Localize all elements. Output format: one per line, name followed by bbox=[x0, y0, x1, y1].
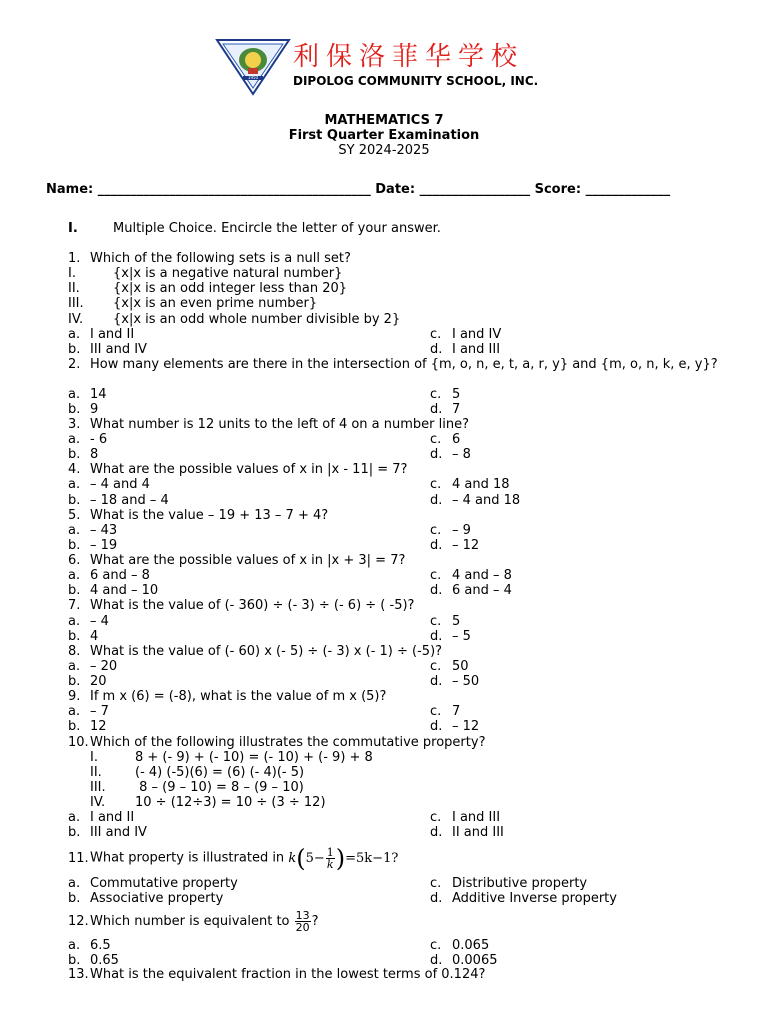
choice-a[interactable]: a. I and II bbox=[68, 810, 135, 825]
choice-c[interactable]: c. 4 and 18 bbox=[430, 477, 510, 492]
choice-a[interactable]: a. – 43 bbox=[68, 523, 118, 538]
roman-item: IV. {x|x is an odd whole number divisible by 2} bbox=[68, 312, 401, 327]
choice-c[interactable]: c. 0.065 bbox=[430, 938, 490, 953]
choice-b[interactable]: b. 8 bbox=[68, 447, 99, 462]
choice-a[interactable]: a. – 4 bbox=[68, 614, 109, 629]
question-text: Which number is equivalent to bbox=[90, 914, 290, 929]
question-text: If m x (6) = (-8), what is the value of m x (5)? bbox=[90, 689, 387, 704]
choice-c[interactable]: c. 7 bbox=[430, 704, 461, 719]
question-text: What are the possible values of x in |x + 3| = 7? bbox=[90, 553, 406, 568]
fraction: $\frac{13}{20}$ bbox=[295, 909, 310, 934]
choice-b[interactable]: b. 0.65 bbox=[68, 953, 119, 968]
question-4 bbox=[68, 462, 407, 477]
choice-c[interactable]: c. 6 bbox=[430, 432, 461, 447]
question-text: What number is 12 units to the left of 4 on a number line? bbox=[90, 417, 469, 432]
question-number: 6. bbox=[68, 553, 81, 568]
question-number: 3. bbox=[68, 417, 81, 432]
school-header bbox=[215, 38, 545, 98]
question-text: What is the value – 19 + 13 – 7 + 4? bbox=[90, 508, 329, 523]
question-1 bbox=[68, 251, 351, 266]
school-logo-icon bbox=[215, 38, 291, 96]
roman-item: IV. 10 ÷ (12÷3) = 10 ÷ (3 ÷ 12) bbox=[90, 795, 326, 810]
part-numeral: I. bbox=[68, 221, 78, 236]
question-number: 8. bbox=[68, 644, 81, 659]
exam-titles bbox=[0, 113, 768, 158]
question-number: 13. bbox=[68, 967, 89, 982]
question-text: What is the value of (- 60) x (- 5) ÷ (- 3) x (- 1) ÷ (-5)? bbox=[90, 644, 443, 659]
choice-d[interactable]: d. I and III bbox=[430, 342, 501, 357]
choice-c[interactable]: c. 5 bbox=[430, 614, 461, 629]
question-text: What is the equivalent fraction in the lowest terms of 0.124? bbox=[90, 967, 486, 982]
question-text: Which of the following illustrates the commutative property? bbox=[90, 735, 486, 750]
question-7 bbox=[68, 598, 414, 613]
choice-a[interactable]: a. - 6 bbox=[68, 432, 108, 447]
roman-item: III. {x|x is an even prime number} bbox=[68, 296, 318, 311]
question-5 bbox=[68, 508, 328, 523]
roman-item: I. {x|x is a negative natural number} bbox=[68, 266, 343, 281]
exam-subject: MATHEMATICS 7 bbox=[324, 113, 444, 128]
roman-item: I. 8 + (- 9) + (- 10) = (- 10) + (- 9) + 8 bbox=[90, 750, 373, 765]
choice-d[interactable]: d. – 12 bbox=[430, 719, 480, 734]
choice-c[interactable]: c. 50 bbox=[430, 659, 469, 674]
question-10 bbox=[68, 735, 485, 750]
question-number: 9. bbox=[68, 689, 81, 704]
question-number: 4. bbox=[68, 462, 81, 477]
choice-c[interactable]: c. Distributive property bbox=[430, 876, 588, 891]
question-number: 2. bbox=[68, 357, 81, 372]
choice-d[interactable]: d. II and III bbox=[430, 825, 504, 840]
choice-b[interactable]: b. 4 bbox=[68, 629, 99, 644]
choice-c[interactable]: c. I and IV bbox=[430, 327, 502, 342]
question-number: 10. bbox=[68, 735, 89, 750]
choice-d[interactable]: d. 7 bbox=[430, 402, 461, 417]
question-13 bbox=[68, 967, 485, 982]
choice-a[interactable]: a. 6 and – 8 bbox=[68, 568, 150, 583]
choice-b[interactable]: b. 20 bbox=[68, 674, 107, 689]
choice-a[interactable]: a. – 7 bbox=[68, 704, 109, 719]
question-text: Which of the following sets is a null set? bbox=[90, 251, 351, 266]
choice-b[interactable]: b. – 18 and – 4 bbox=[68, 493, 169, 508]
choice-a[interactable]: a. – 20 bbox=[68, 659, 118, 674]
question-text: What are the possible values of x in |x - 11| = 7? bbox=[90, 462, 408, 477]
school-english-name: DIPOLOG COMMUNITY SCHOOL, INC. bbox=[293, 74, 539, 88]
choice-b[interactable]: b. – 19 bbox=[68, 538, 118, 553]
roman-item: II. {x|x is an odd integer less than 20} bbox=[68, 281, 348, 296]
question-number: 11. bbox=[68, 850, 89, 866]
question-12: 12.Which number is equivalent to $\frac{13}{20}$ ? bbox=[68, 907, 319, 937]
exam-school-year: SY 2024-2025 bbox=[338, 143, 430, 158]
choice-d[interactable]: d. 6 and – 4 bbox=[430, 583, 512, 598]
choice-c[interactable]: c. 5 bbox=[430, 387, 461, 402]
exam-title: First Quarter Examination bbox=[288, 128, 480, 143]
school-chinese-name: 利保洛菲华学校 bbox=[293, 42, 525, 72]
choice-b[interactable]: b. III and IV bbox=[68, 342, 147, 357]
choice-a[interactable]: a. 6.5 bbox=[68, 938, 111, 953]
question-8 bbox=[68, 644, 442, 659]
choice-a[interactable]: a. 14 bbox=[68, 387, 107, 402]
choice-b[interactable]: b. 12 bbox=[68, 719, 107, 734]
choice-d[interactable]: d. – 8 bbox=[430, 447, 471, 462]
choice-b[interactable]: b. Associative property bbox=[68, 891, 224, 906]
choice-a[interactable]: a. Commutative property bbox=[68, 876, 238, 891]
choice-d[interactable]: d. 0.0065 bbox=[430, 953, 498, 968]
question-number: 7. bbox=[68, 598, 81, 613]
choice-c[interactable]: c. – 9 bbox=[430, 523, 471, 538]
choice-c[interactable]: c. I and III bbox=[430, 810, 501, 825]
choice-d[interactable]: d. – 4 and 18 bbox=[430, 493, 521, 508]
question-2 bbox=[68, 357, 718, 372]
roman-item: III. 8 – (9 – 10) = 8 – (9 – 10) bbox=[90, 780, 304, 795]
question-3 bbox=[68, 417, 469, 432]
choice-d[interactable]: d. – 12 bbox=[430, 538, 480, 553]
question-9 bbox=[68, 689, 386, 704]
choice-c[interactable]: c. 4 and – 8 bbox=[430, 568, 512, 583]
choice-d[interactable]: d. – 5 bbox=[430, 629, 471, 644]
question-text: What property is illustrated in bbox=[90, 850, 285, 866]
question-6 bbox=[68, 553, 405, 568]
question-text: What is the value of (- 360) ÷ (- 3) ÷ (- 6) ÷ ( -5)? bbox=[90, 598, 415, 613]
choice-b[interactable]: b. III and IV bbox=[68, 825, 147, 840]
logo-year: 1950 bbox=[247, 75, 259, 80]
choice-a[interactable]: a. I and II bbox=[68, 327, 135, 342]
math-expression: k(5− $\frac{1}{k}$ )=5k−1? bbox=[288, 844, 399, 872]
choice-b[interactable]: b. 4 and – 10 bbox=[68, 583, 159, 598]
student-info-line[interactable]: Name: __________________________________________ Date: _________________ Score: _____________ bbox=[46, 182, 671, 197]
part-instruction: Multiple Choice. Encircle the letter of your answer. bbox=[113, 221, 441, 236]
choice-d[interactable]: d. Additive Inverse property bbox=[430, 891, 617, 906]
choice-a[interactable]: a. – 4 and 4 bbox=[68, 477, 150, 492]
choice-b[interactable]: b. 9 bbox=[68, 402, 99, 417]
question-number: 12. bbox=[68, 914, 89, 929]
question-text: How many elements are there in the intersection of {m, o, n, e, t, a, r, y} and {m, o, n, k, e, y}? bbox=[90, 357, 718, 372]
choice-d[interactable]: d. – 50 bbox=[430, 674, 480, 689]
question-number: 1. bbox=[68, 251, 81, 266]
question-number: 5. bbox=[68, 508, 81, 523]
question-11 bbox=[68, 843, 398, 874]
roman-item: II. (- 4) (-5)(6) = (6) (- 4)(- 5) bbox=[90, 765, 305, 780]
